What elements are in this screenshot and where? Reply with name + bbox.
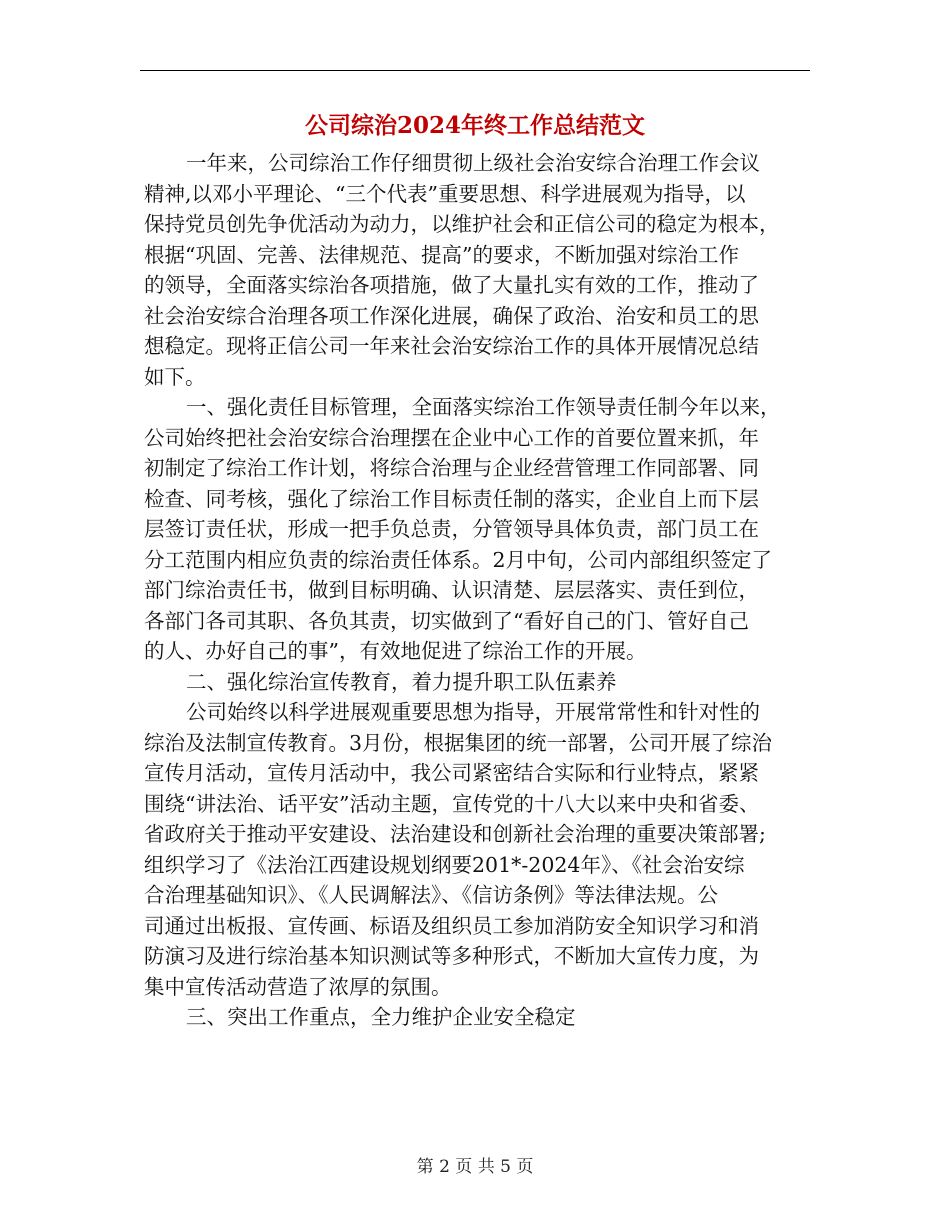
text-line: 合治理基础知识》、《人民调解法》、《信访条例》等法律法规。公 (144, 883, 718, 907)
text-line: 司通过出板报、宣传画、标语及组织员工参加消防安全知识学习和消 (144, 913, 759, 938)
text-line: 宣传月活动，宣传月活动中，我公司紧密结合实际和行业特点，紧紧 (144, 761, 759, 785)
text-line: 的领导，全面落实综治各项措施，做了大量扎实有效的工作，推动了 (144, 273, 759, 297)
text-line: 三、突出工作重点，全力维护企业安全稳定 (186, 1005, 576, 1029)
text-line: 根据“巩固、完善、法律规范、提高”的要求，不断加强对综治工作 (144, 242, 739, 267)
page-number-footer: 第 2 页 共 5 页 (416, 1157, 534, 1177)
paragraph-section-2 (144, 697, 808, 1002)
text-line: 检查、同考核，强化了综治工作目标责任制的落实，企业自上而下层 (144, 486, 759, 511)
text-line: 想稳定。现将正信公司一年来社会治安综治工作的具体开展情况总结 (144, 334, 759, 358)
document-body (144, 148, 808, 1033)
text-line: 防演习及进行综治基本知识测试等多种形式，不断加大宣传力度，为 (144, 944, 759, 968)
paragraph-section-1 (144, 392, 808, 667)
text-line: 分工范围内相应负责的综治责任体系。2月中旬，公司内部组织签定了 (144, 547, 773, 572)
text-line: 二、强化综治宣传教育，着力提升职工队伍素养 (186, 669, 617, 694)
text-line: 层签订责任状，形成一把手负总责，分管领导具体负责，部门员工在 (144, 517, 759, 541)
text-line: 组织学习了《法治江西建设规划纲要201*-2024年》、《社会治安综 (144, 852, 745, 877)
text-line: 部门综治责任书，做到目标明确、认识清楚、层层落实、责任到位， (144, 578, 759, 602)
section-heading-2 (144, 667, 808, 698)
text-line: 社会治安综合治理各项工作深化进展，确保了政治、治安和员工的思 (144, 303, 759, 328)
text-line: 初制定了综治工作计划，将综合治理与企业经营管理工作同部署、同 (144, 456, 759, 480)
text-line: 公司始终把社会治安综合治理摆在企业中心工作的首要位置来抓，年 (144, 425, 759, 450)
text-line: 精神,以邓小平理论、“三个代表”重要思想、科学进展观为指导，以 (144, 181, 746, 206)
text-line: 集中宣传活动营造了浓厚的氛围。 (144, 974, 452, 999)
text-line: 公司始终以科学进展观重要思想为指导，开展常常性和针对性的 (186, 700, 760, 724)
text-line: 一、强化责任目标管理，全面落实综治工作领导责任制今年以来， (186, 395, 781, 419)
paragraph-intro (144, 148, 808, 392)
text-line: 综治及法制宣传教育。3月份，根据集团的统一部署，公司开展了综治 (144, 730, 773, 755)
text-line: 如下。 (144, 364, 206, 389)
text-line: 的人、办好自己的事”，有效地促进了综治工作的开展。 (144, 639, 647, 663)
document-title: 公司综治2024年终工作总结范文 (304, 112, 645, 139)
text-line: 围绕“讲法治、话平安”活动主题，宣传党的十八大以来中央和省委、 (144, 791, 760, 816)
text-line: 一年来，公司综治工作仔细贯彻上级社会治安综合治理工作会议 (186, 151, 760, 175)
header-rule (140, 70, 810, 71)
text-line: 省政府关于推动平安建设、法治建设和创新社会治理的重要决策部署; (144, 822, 766, 846)
text-line: 保持党员创先争优活动为动力，以维护社会和正信公司的稳定为根本， (144, 212, 780, 236)
text-line: 各部门各司其职、各负其责，切实做到了“看好自己的门、管好自己 (144, 608, 749, 633)
section-heading-3 (144, 1002, 808, 1033)
